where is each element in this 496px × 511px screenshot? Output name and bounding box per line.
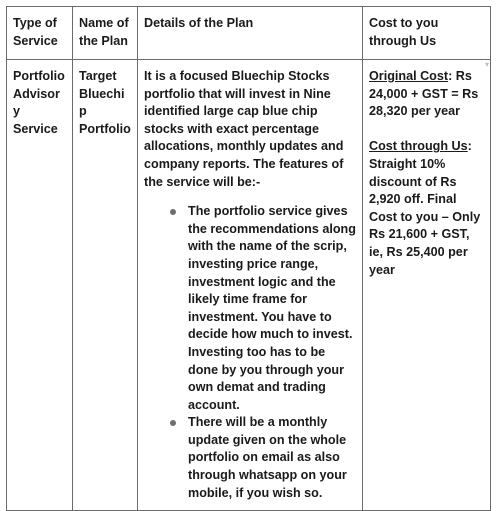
header-name-of-plan: Name of the Plan <box>73 7 138 60</box>
header-cost: Cost to you through Us <box>363 7 491 60</box>
cost-through-us-text: : Straight 10% discount of Rs 2,920 off. Final Cost to you – Only Rs 21,600 + GST, ie, Rs 25,400 per year <box>369 139 481 277</box>
features-list <box>144 203 356 502</box>
plan-table <box>6 6 491 511</box>
feature-text: There will be a monthly update given on the whole portfolio on email as also through whatsapp on your mobile, if you wish so. <box>188 415 347 500</box>
cost-through-us <box>369 138 484 279</box>
original-cost-text: : Rs 24,000 + GST = Rs 28,320 per year <box>369 69 479 119</box>
table-header-row <box>7 7 491 60</box>
bullet-icon <box>170 209 176 215</box>
feature-text: The portfolio service gives the recommendations along with the name of the scrip, investing price range, investment logic and the likely time frame for investment. You have to decide how much to invest. Investing too has to be done by you through your own demat and trading account. <box>188 204 356 412</box>
cell-name-of-plan: Target Bluechip Portfolio <box>73 60 138 511</box>
cell-details <box>138 60 363 511</box>
feature-item <box>188 203 356 414</box>
bullet-icon <box>170 420 176 426</box>
header-type-of-service: Type of Service <box>7 7 73 60</box>
cell-resize-handle-icon[interactable]: ▾ <box>484 60 489 69</box>
details-intro: It is a focused Bluechip Stocks portfolio that will invest in Nine identified large cap blue chip stocks with exact percentage allocations, monthly updates and company reports. The features of the service will be:- <box>144 69 344 189</box>
feature-item <box>188 414 356 502</box>
original-cost <box>369 68 484 121</box>
header-details: Details of the Plan <box>138 7 363 60</box>
cell-cost <box>363 60 491 511</box>
cell-type-of-service: Portfolio Advisory Service <box>7 60 73 511</box>
table-row <box>7 60 491 511</box>
cost-through-us-label: Cost through Us <box>369 139 468 154</box>
original-cost-label: Original Cost <box>369 69 449 83</box>
